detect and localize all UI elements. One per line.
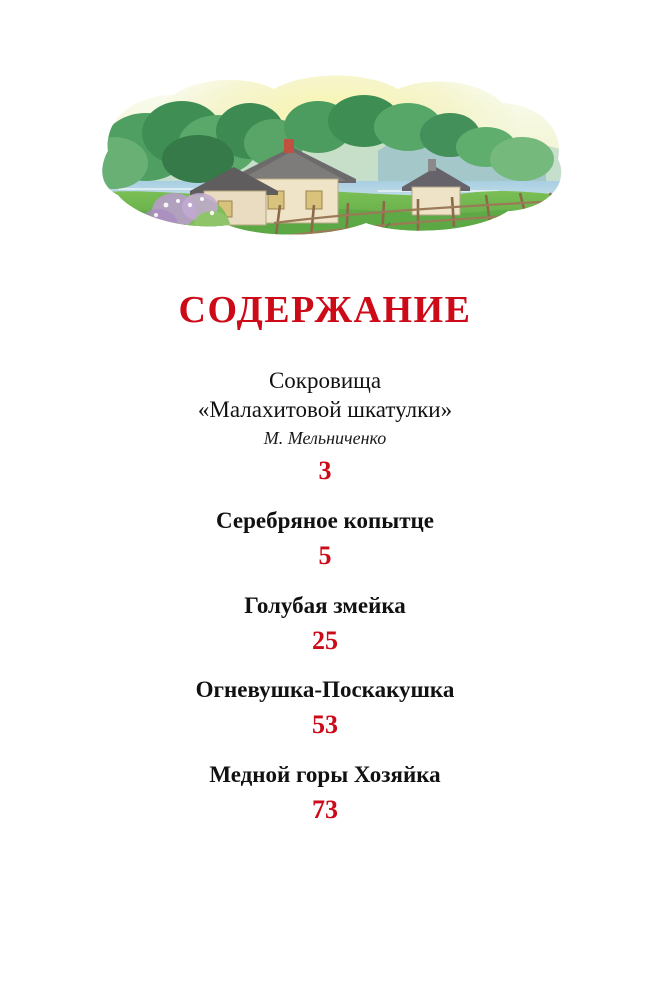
- toc-entry-page-number: 53: [312, 710, 338, 740]
- toc-entry-foreword[interactable]: [0, 366, 650, 486]
- toc-entry-mednoy-gory-hozyayka[interactable]: [0, 761, 650, 825]
- toc-entry-serebryanoe-kopytce[interactable]: [0, 507, 650, 571]
- toc-entry-page-number: 25: [312, 625, 338, 655]
- table-of-contents: [0, 290, 650, 845]
- toc-entry-page-number: 5: [318, 540, 332, 570]
- toc-entry-author: М. Мельниченко: [263, 427, 387, 448]
- toc-entry-page-number: 73: [312, 794, 338, 824]
- page-title: СОДЕРЖАНИЕ: [178, 289, 472, 331]
- toc-entry-golubaya-zmeyka[interactable]: [0, 592, 650, 656]
- toc-entry-title: [0, 366, 650, 425]
- toc-entry-page-number: 3: [318, 456, 332, 486]
- toc-entry-title: Огневушка-Поскакушка: [195, 677, 455, 703]
- toc-entry-title-line-1: Сокровища: [268, 367, 382, 393]
- watercolor-village-landscape-illustration: [78, 55, 578, 250]
- toc-entry-title: Серебряное копытце: [216, 507, 434, 533]
- toc-entry-ognevushka-poskakushka[interactable]: [0, 676, 650, 740]
- toc-entry-title: Голубая змейка: [244, 592, 406, 618]
- toc-entry-title: Медной горы Хозяйка: [209, 761, 441, 787]
- toc-entry-title-line-2: «Малахитовой шкатулки»: [197, 397, 453, 423]
